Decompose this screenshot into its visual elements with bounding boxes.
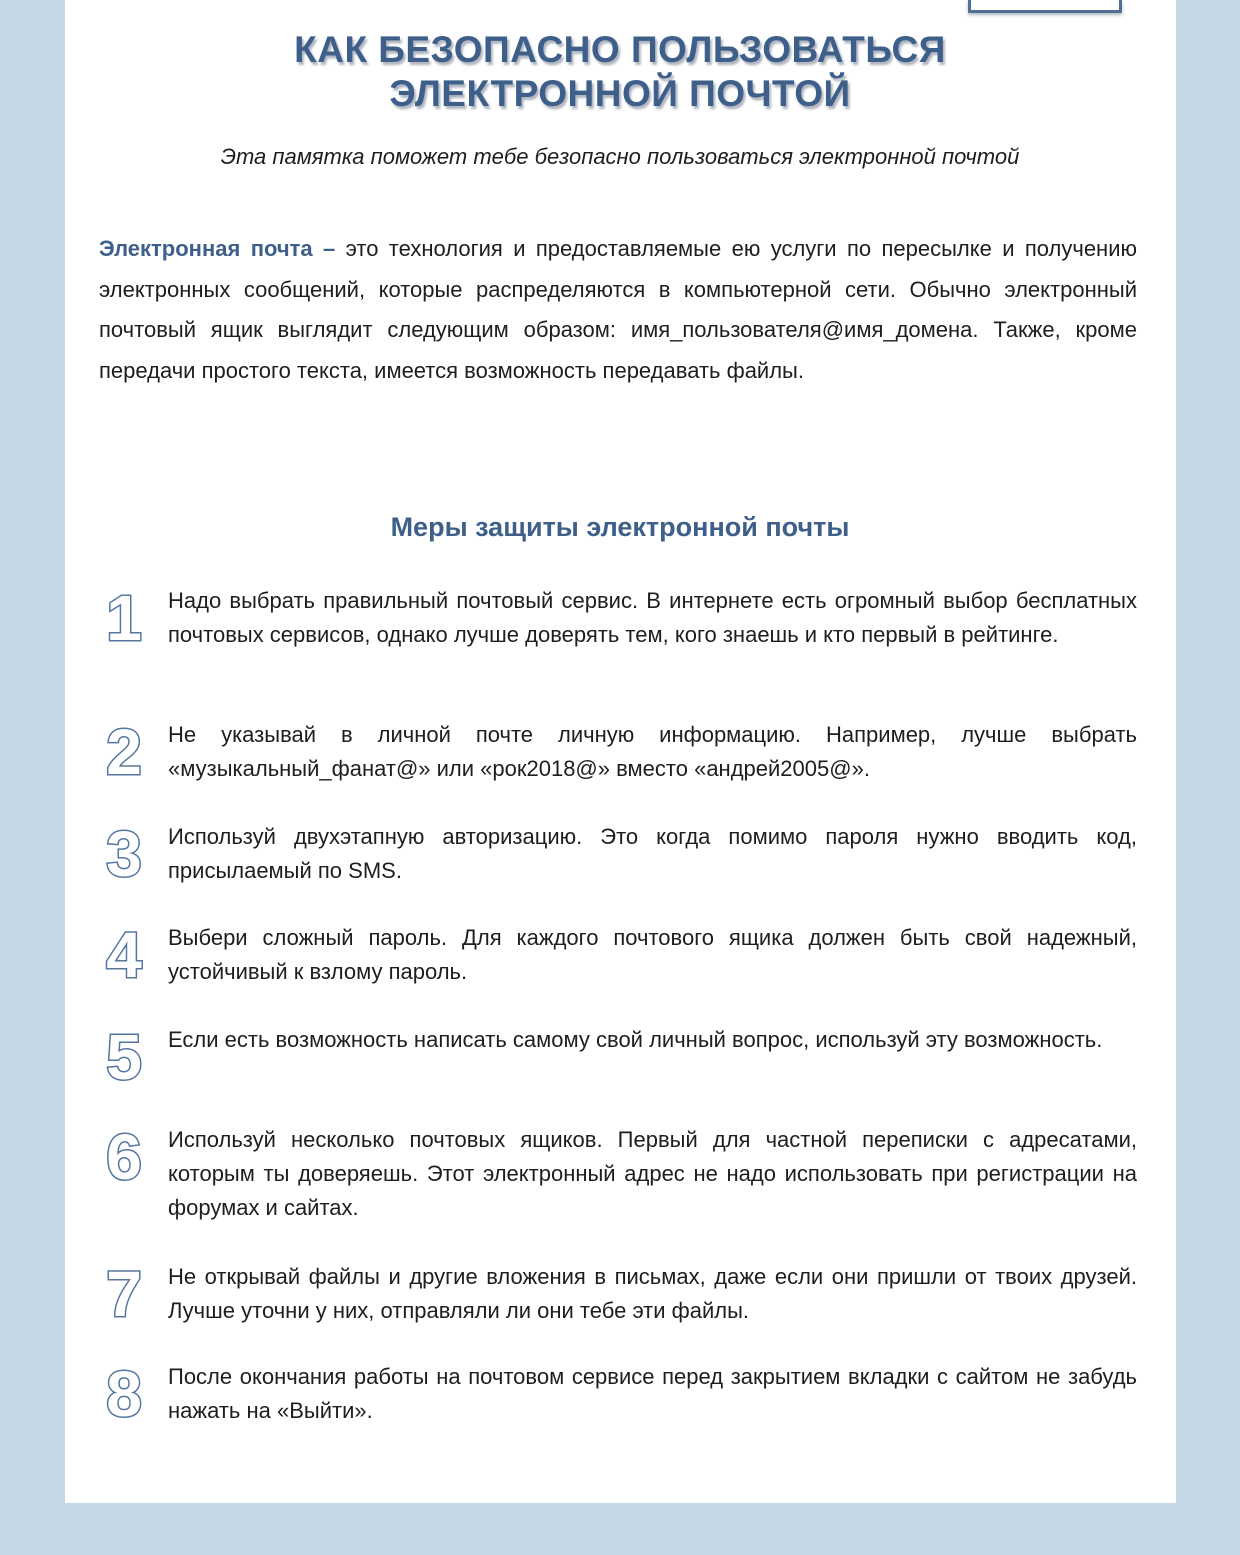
rule-number-7-glyph: 7 <box>106 1260 142 1326</box>
rule-number-2-icon <box>96 718 160 784</box>
page-subtitle: Эта памятка поможет тебе безопасно пользоваться электронной почтой <box>220 144 1020 169</box>
rule-item-2: Не указывай в личной почте личную информацию. Например, лучше выбрать «музыкальный_фанат@» или «рок2018@» вместо «андрей2005@». <box>168 722 1137 781</box>
rule-item-6: Используй несколько почтовых ящиков. Первый для частной переписки с адресатами, которым ты доверяешь. Этот электронный адрес не надо использовать при регистрации на форумах и сайтах. <box>168 1127 1137 1220</box>
rule-item-4: Выбери сложный пароль. Для каждого почтового ящика должен быть свой надежный, устойчивый к взлому пароль. <box>168 925 1137 984</box>
rule-number-6-glyph: 6 <box>106 1123 142 1189</box>
rule-number-5-icon <box>96 1023 160 1089</box>
intro-dash: – <box>312 236 346 261</box>
rule-item-3: Используй двухэтапную авторизацию. Это когда помимо пароля нужно вводить код, присылаемый по SMS. <box>168 824 1137 883</box>
rule-number-3-icon <box>96 820 160 886</box>
rule-number-3-glyph: 3 <box>106 820 142 886</box>
intro-text: это технология и предоставляемые ею услуги по пересылке и получению электронных сообщений, которые распределяются в компьютерной сети. Обычно электронный почтовый ящик выглядит следующим образом: имя_пользователя@имя_домена. Также, кроме передачи простого текста, имеется возможность передавать файлы. <box>99 236 1137 383</box>
rule-item-8: После окончания работы на почтовом сервисе перед закрытием вкладки с сайтом не забудь нажать на «Выйти». <box>168 1364 1137 1423</box>
rule-number-8-glyph: 8 <box>106 1360 142 1426</box>
intro-paragraph <box>99 229 1137 391</box>
rule-item-7: Не открывай файлы и другие вложения в письмах, даже если они пришли от твоих друзей. Лучше уточни у них, отправляли ли они тебе эти файлы. <box>168 1264 1137 1323</box>
page-title-line-1: КАК БЕЗОПАСНО ПОЛЬЗОВАТЬСЯ <box>294 29 946 70</box>
rule-number-6-icon <box>96 1123 160 1189</box>
page-title <box>0 28 1240 116</box>
rule-number-1-icon <box>96 584 160 650</box>
corner-tab-decoration <box>968 0 1122 13</box>
rule-number-2-glyph: 2 <box>106 718 142 784</box>
rule-number-8-icon <box>96 1360 160 1426</box>
intro-term: Электронная почта <box>99 236 313 261</box>
rule-number-4-icon <box>96 921 160 987</box>
rule-number-1-glyph: 1 <box>106 584 142 650</box>
rule-number-7-icon <box>96 1260 160 1326</box>
section-title: Меры защиты электронной почты <box>390 512 850 542</box>
rule-item-5: Если есть возможность написать самому свой личный вопрос, используй эту возможность. <box>168 1027 1103 1052</box>
rule-number-4-glyph: 4 <box>106 921 142 987</box>
rule-number-5-glyph: 5 <box>106 1023 142 1089</box>
page-title-line-2: ЭЛЕКТРОННОЙ ПОЧТОЙ <box>389 73 851 114</box>
rule-item-1: Надо выбрать правильный почтовый сервис. В интернете есть огромный выбор бесплатных почтовых сервисов, однако лучше доверять тем, кого знаешь и кто первый в рейтинге. <box>168 588 1137 647</box>
